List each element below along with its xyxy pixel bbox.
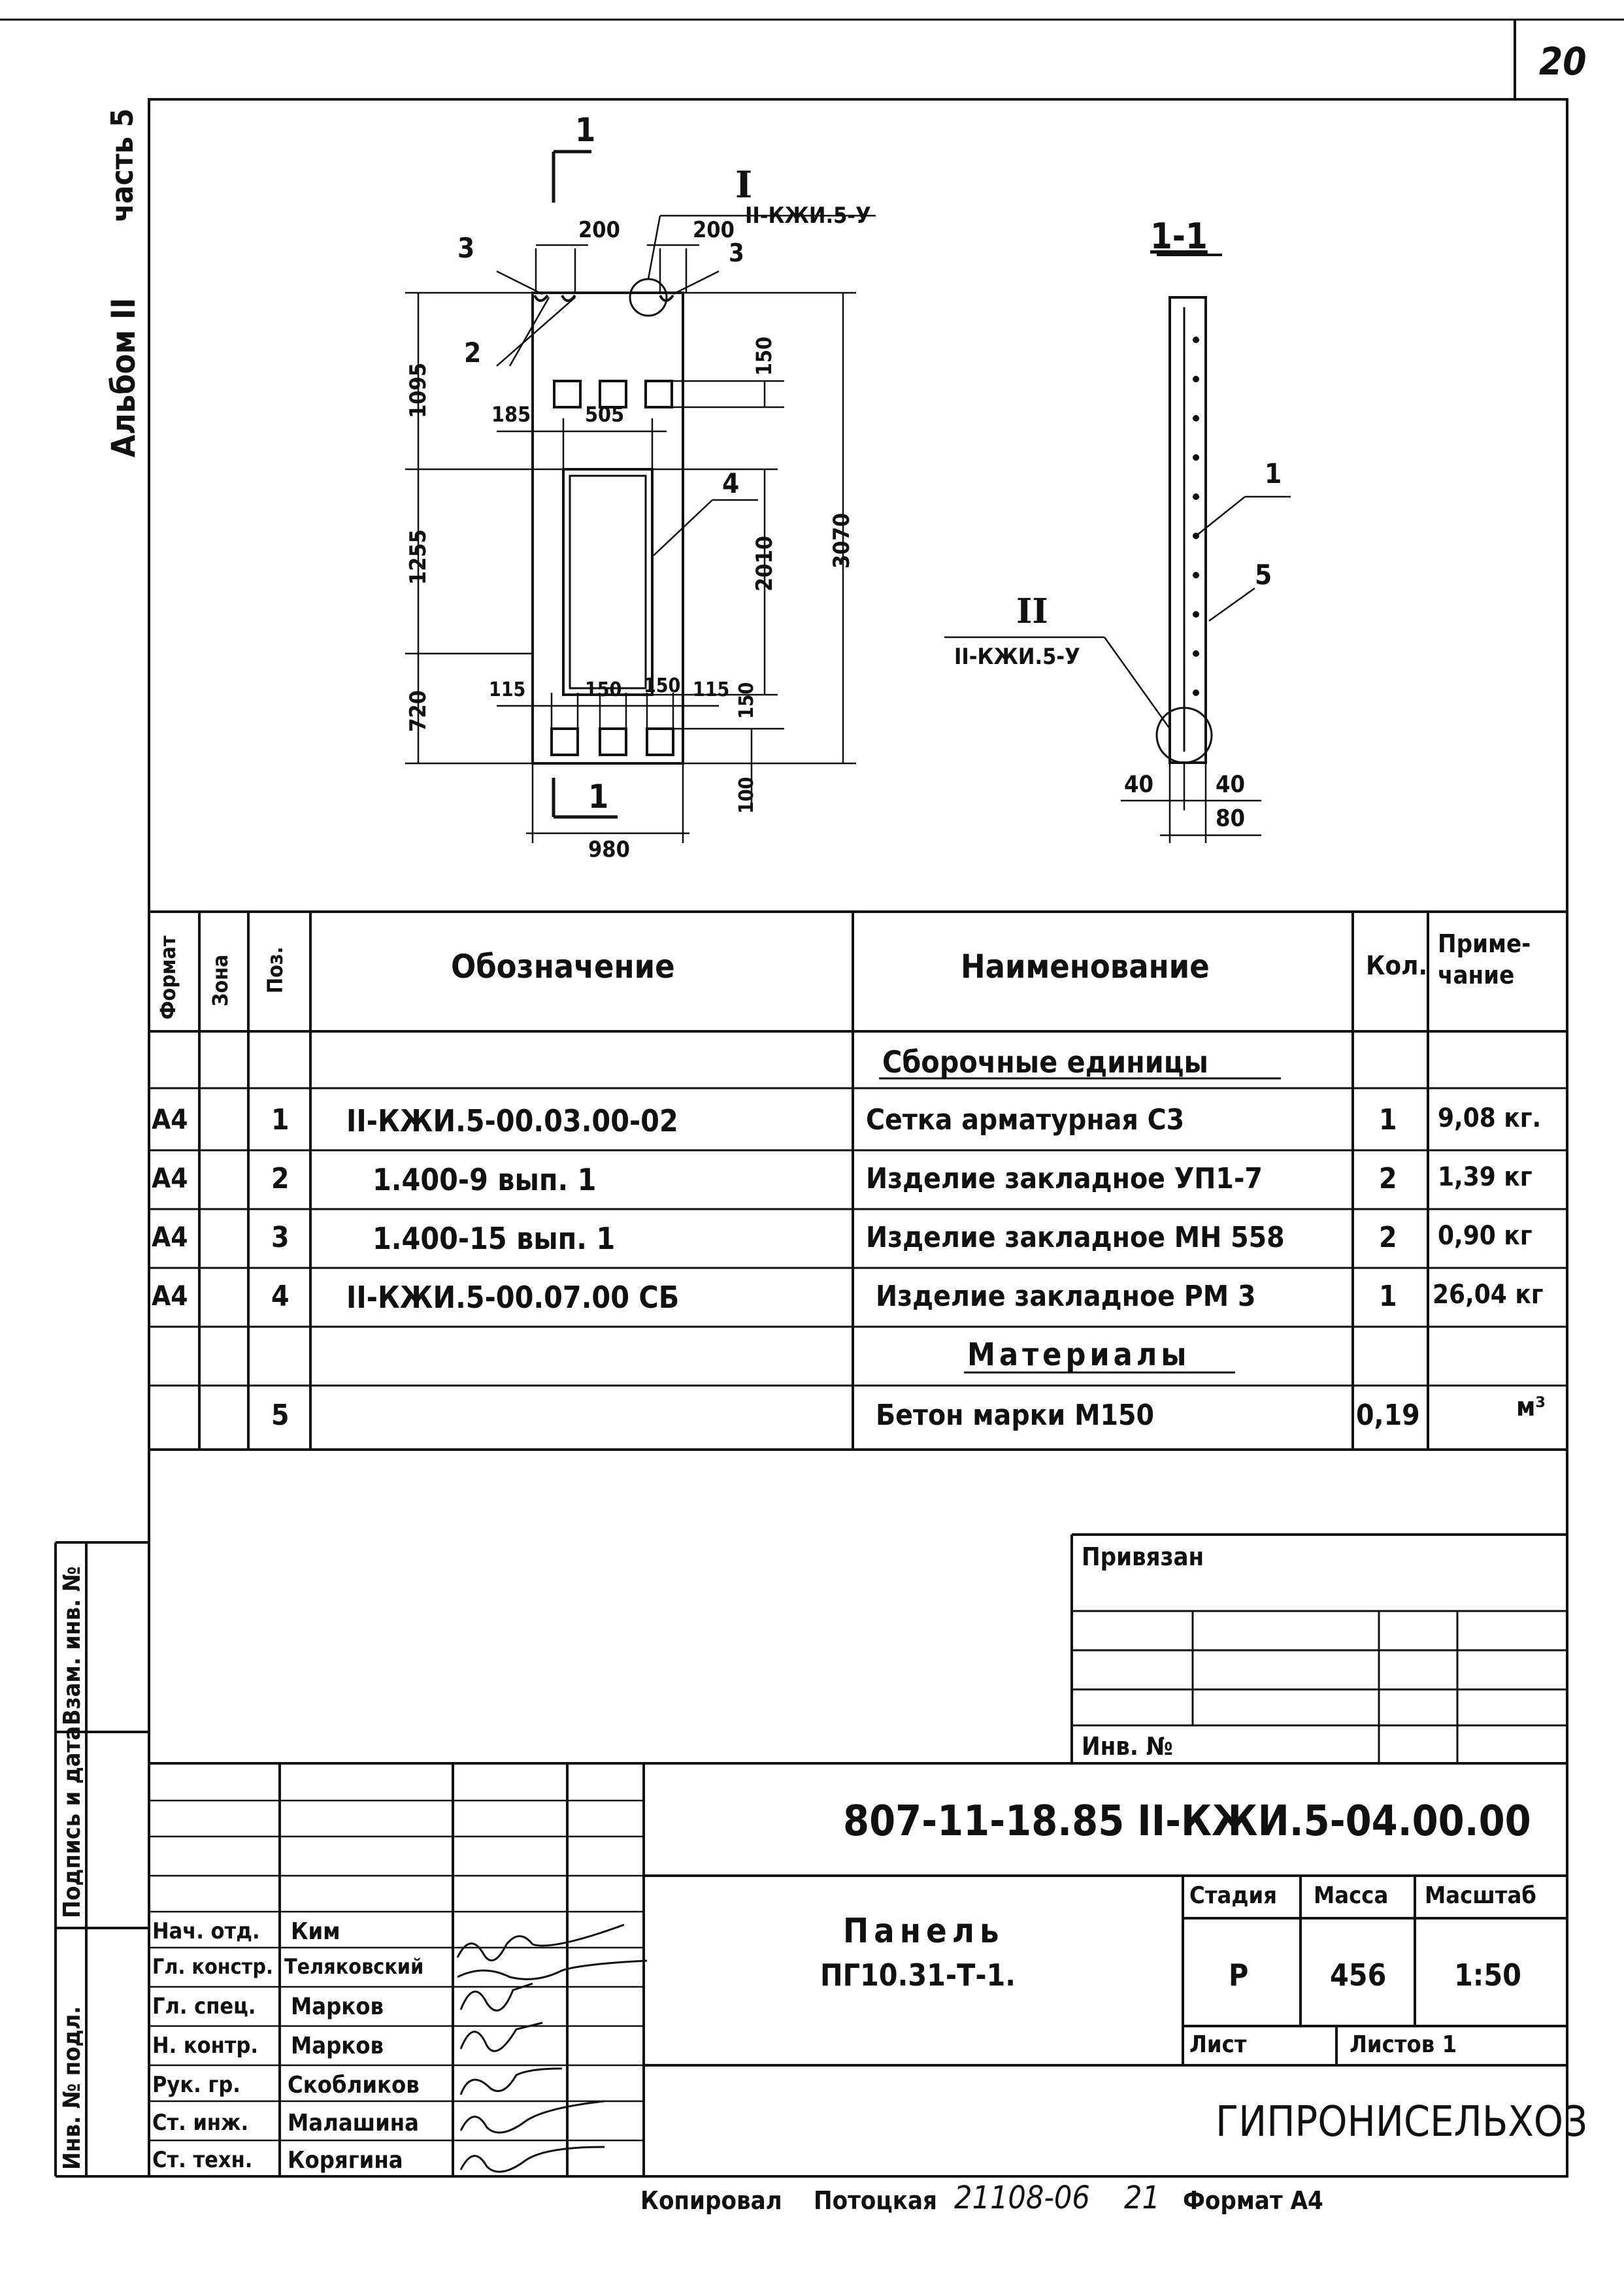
node-II-ref: II-КЖИ.5-У <box>954 644 1080 670</box>
cut-mark-top: 1 <box>575 111 596 149</box>
sheet-label: Лист <box>1189 2031 1247 2058</box>
row2-note: 1,39 кг <box>1438 1162 1533 1192</box>
col-note: Приме-чание <box>1438 929 1531 989</box>
privyazan-title: Привязан <box>1082 1542 1204 1571</box>
dim-150-top: 150 <box>752 336 776 376</box>
col-designation: Обозначение <box>451 948 675 986</box>
dim-1255: 1255 <box>405 529 431 585</box>
signer-6-name: Малашина <box>288 2110 419 2136</box>
privyazan-inv: Инв. № <box>1082 1732 1173 1761</box>
mass-value: 456 <box>1330 1957 1387 1993</box>
section-materials: Материалы <box>967 1337 1191 1373</box>
dim-150-bot: 150 <box>735 682 758 719</box>
row1-format: А4 <box>152 1103 188 1135</box>
row5-qty: 0,19 <box>1356 1399 1420 1432</box>
signer-5-role: Рук. гр. <box>152 2072 240 2098</box>
page-number: 20 <box>1539 39 1587 84</box>
pos-4: 4 <box>722 467 740 499</box>
item-name-1: Панель <box>843 1912 1004 1951</box>
signer-7-name: Корягина <box>288 2147 403 2174</box>
signer-6-role: Ст. инж. <box>152 2110 249 2136</box>
footer-copied: Копировал <box>640 2186 782 2215</box>
dim-720: 720 <box>405 690 431 732</box>
section-assembly: Сборочные единицы <box>882 1044 1208 1080</box>
scale-value: 1:50 <box>1454 1957 1521 1993</box>
row3-name: Изделие закладное МН 558 <box>866 1221 1285 1254</box>
pos-5: 5 <box>1255 559 1272 591</box>
footer-copier: Потоцкая <box>814 2186 937 2215</box>
dim-40a: 40 <box>1124 771 1154 798</box>
col-format: Формат <box>156 935 180 1020</box>
signer-4-name: Марков <box>291 2033 384 2059</box>
col-name: Наименование <box>961 948 1210 986</box>
dim-2010: 2010 <box>752 535 778 591</box>
row2-qty: 2 <box>1379 1162 1397 1195</box>
signer-7-role: Ст. техн. <box>152 2147 253 2173</box>
dim-200b: 200 <box>693 217 735 243</box>
dim-150b: 150 <box>644 674 681 697</box>
stage-value: Р <box>1229 1957 1249 1993</box>
signatures <box>457 1925 647 2172</box>
footer-num: 21 <box>1124 2180 1160 2216</box>
row3-qty: 2 <box>1379 1221 1397 1254</box>
dim-100: 100 <box>735 776 758 814</box>
dim-3070: 3070 <box>829 512 855 569</box>
signer-2-name: Теляковский <box>284 1954 424 1979</box>
stamp-podpis: Подпись и дата <box>59 1725 86 1918</box>
signer-5-name: Скобликов <box>288 2072 420 2099</box>
row2-format: А4 <box>152 1162 188 1194</box>
row5-note: м³ <box>1516 1392 1546 1422</box>
signer-2-role: Гл. констр. <box>152 1954 273 1979</box>
section-label: 1-1 <box>1150 216 1208 257</box>
dim-150a: 150 <box>585 678 622 701</box>
signer-3-role: Гл. спец. <box>152 1993 256 2020</box>
pos-2: 2 <box>464 337 482 369</box>
col-zone: Зона <box>208 954 233 1006</box>
row1-qty: 1 <box>1379 1103 1397 1137</box>
row3-designation: 1.400-15 вып. 1 <box>373 1221 616 1256</box>
footer-format: Формат А4 <box>1183 2186 1323 2215</box>
part-label: часть 5 <box>105 108 140 222</box>
row1-note: 9,08 кг. <box>1438 1103 1542 1133</box>
org-name: ГИПРОНИСЕЛЬХОЗ <box>1216 2098 1587 2146</box>
stage-label: Стадия <box>1189 1882 1278 1909</box>
node-I-ref: II-КЖИ.5-У <box>745 203 871 229</box>
stamp-vzam: Взам. инв. № <box>59 1566 86 1725</box>
item-name-2: ПГ10.31-Т-1. <box>820 1957 1016 1993</box>
sheets-label: Листов 1 <box>1350 2031 1457 2058</box>
signer-4-role: Н. контр. <box>152 2033 259 2059</box>
doc-code: 807-11-18.85 II-КЖИ.5-04.00.00 <box>843 1797 1531 1846</box>
dim-115a: 115 <box>489 678 526 701</box>
dim-115b: 115 <box>693 678 730 701</box>
col-pos: Поз. <box>263 946 288 993</box>
row5-pos: 5 <box>271 1399 290 1432</box>
node-I-label: I <box>735 163 753 207</box>
stamp-inv-podl: Инв. № подл. <box>59 2006 86 2170</box>
row4-pos: 4 <box>271 1280 290 1313</box>
dim-40b: 40 <box>1216 771 1246 798</box>
scale-label: Масштаб <box>1425 1882 1536 1909</box>
pos-3-left: 3 <box>457 232 475 264</box>
row1-name: Сетка арматурная С3 <box>866 1103 1185 1137</box>
dim-505: 505 <box>585 402 625 427</box>
row5-name: Бетон марки М150 <box>876 1399 1155 1432</box>
dim-80: 80 <box>1216 805 1246 832</box>
signer-1-name: Ким <box>291 1918 340 1945</box>
node-II-label: II <box>1016 591 1048 631</box>
cut-mark-bottom: 1 <box>588 778 609 816</box>
row2-designation: 1.400-9 вып. 1 <box>373 1162 597 1197</box>
signer-3-name: Марков <box>291 1993 384 2020</box>
footer-order: 21108-06 <box>954 2180 1090 2216</box>
pos-1: 1 <box>1265 457 1282 490</box>
row4-designation: II-КЖИ.5-00.07.00 СБ <box>346 1280 680 1315</box>
col-qty: Кол. <box>1366 951 1428 981</box>
row4-name: Изделие закладное РМ 3 <box>876 1280 1256 1313</box>
signer-1-role: Нач. отд. <box>152 1918 260 1944</box>
row3-format: А4 <box>152 1221 188 1253</box>
dim-185: 185 <box>491 402 531 427</box>
row4-qty: 1 <box>1379 1280 1397 1313</box>
album-label: Альбом II <box>105 297 142 457</box>
row1-designation: II-КЖИ.5-00.03.00-02 <box>346 1103 678 1139</box>
dim-1095: 1095 <box>405 362 431 418</box>
row4-format: А4 <box>152 1280 188 1312</box>
row3-note: 0,90 кг <box>1438 1221 1533 1251</box>
mass-label: Масса <box>1314 1882 1389 1909</box>
row2-name: Изделие закладное УП1-7 <box>866 1162 1263 1195</box>
dim-200a: 200 <box>578 217 620 243</box>
row3-pos: 3 <box>271 1221 290 1254</box>
row4-note: 26,04 кг <box>1433 1280 1544 1310</box>
pos-3-right: 3 <box>729 239 744 267</box>
row2-pos: 2 <box>271 1162 290 1195</box>
row1-pos: 1 <box>271 1103 290 1137</box>
dim-980: 980 <box>588 837 630 863</box>
